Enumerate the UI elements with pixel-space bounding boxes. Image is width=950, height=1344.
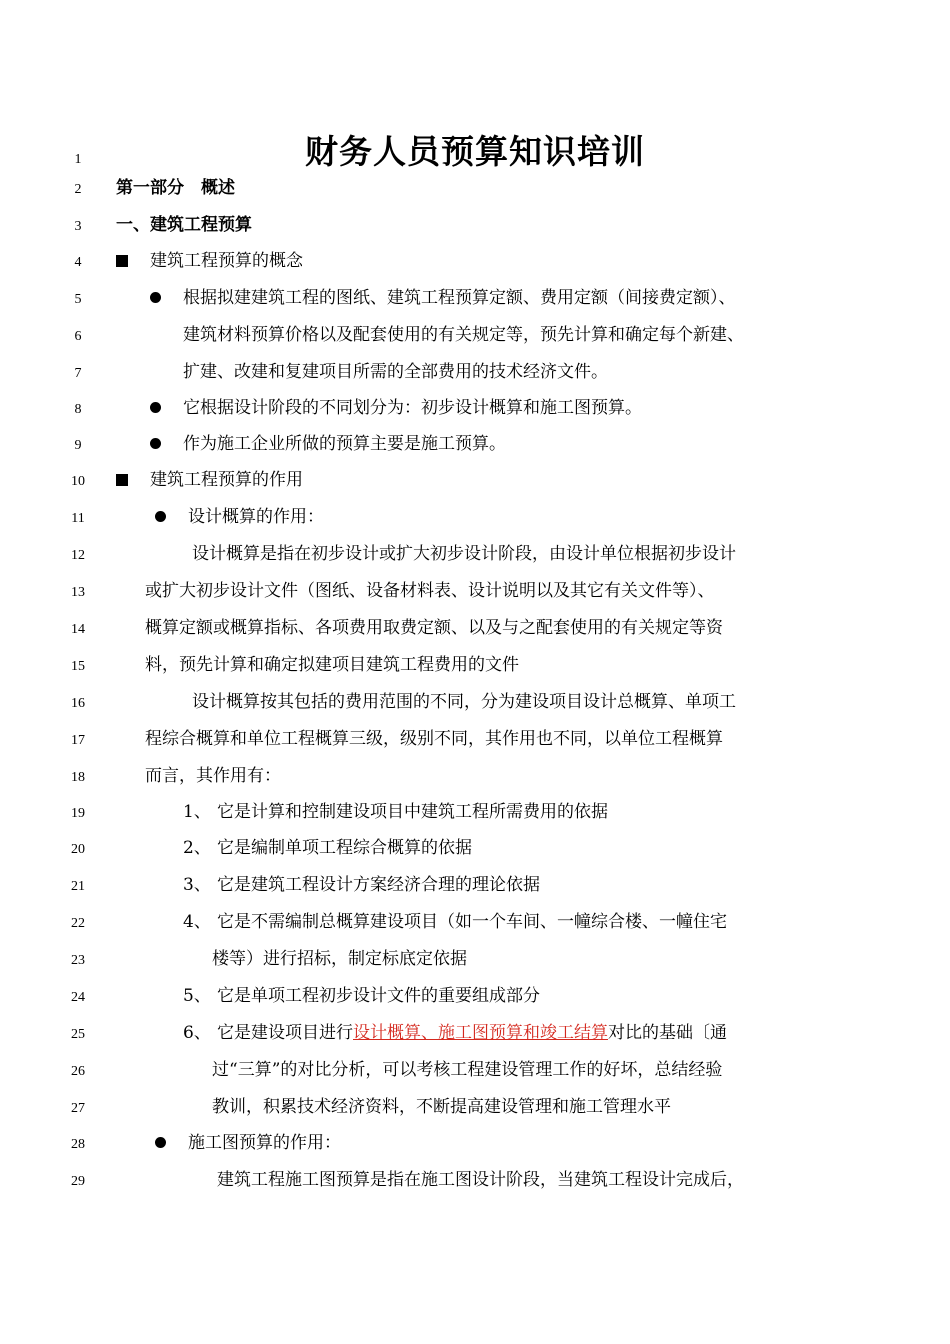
paragraph-line: 作为施工企业所做的预算主要是施工预算。 (183, 434, 506, 454)
square-bullet-icon (116, 474, 128, 486)
round-bullet-icon (155, 1137, 166, 1148)
list-number: 5、 (183, 986, 211, 1006)
round-bullet-icon (155, 511, 166, 522)
paragraph-line: 料，预先计算和确定拟建项目建筑工程费用的文件 (145, 655, 519, 675)
line-number: 10 (71, 474, 85, 489)
list-number: 6、 (183, 1023, 211, 1043)
round-bullet-icon (150, 402, 161, 413)
round-bullet-icon (150, 438, 161, 449)
paragraph-line: 设计概算按其包括的费用范围的不同，分为建设项目设计总概算、单项工 (192, 692, 736, 712)
line-number: 9 (74, 438, 82, 453)
line-number: 3 (74, 219, 82, 234)
list-number: 2、 (183, 838, 211, 858)
list-item: 它是单项工程初步设计文件的重要组成部分 (217, 986, 540, 1006)
line-number: 20 (71, 842, 85, 857)
line-number: 12 (71, 548, 85, 563)
list-item (217, 1022, 727, 1044)
line-number: 26 (71, 1064, 85, 1079)
line-number: 18 (71, 770, 85, 785)
hyperlink-three-budgets[interactable]: 设计概算、施工图预算和竣工结算 (353, 1023, 608, 1043)
list-item-continuation: 楼等）进行招标，制定标底定依据 (212, 949, 467, 969)
paragraph-line: 而言，其作用有： (145, 766, 281, 786)
line-number: 29 (71, 1174, 85, 1189)
line-number: 23 (71, 953, 85, 968)
line-number: 1 (74, 152, 82, 167)
line-number: 6 (74, 329, 82, 344)
list-item-text: 对比的基础〔通 (608, 1023, 727, 1043)
subsection-heading: 一、建筑工程预算 (116, 215, 252, 235)
line-number: 15 (71, 659, 85, 674)
line-number: 11 (71, 511, 85, 526)
paragraph-line: 或扩大初步设计文件（图纸、设备材料表、设计说明以及其它有关文件等）、 (145, 581, 715, 601)
list-item: 它是建筑工程设计方案经济合理的理论依据 (217, 875, 540, 895)
list-number: 3、 (183, 875, 211, 895)
line-number: 19 (71, 806, 85, 821)
list-item-continuation: 过“三算”的对比分析，可以考核工程建设管理工作的好坏，总结经验 (212, 1060, 723, 1080)
paragraph-line: 根据拟建建筑工程的图纸、建筑工程预算定额、费用定额（间接费定额）、 (183, 288, 736, 308)
list-number: 1、 (183, 802, 211, 822)
line-number: 2 (74, 182, 82, 197)
paragraph-line: 建筑工程施工图预算是指在施工图设计阶段，当建筑工程设计完成后， (217, 1170, 744, 1190)
list-number: 4、 (183, 912, 211, 932)
line-number: 8 (74, 402, 82, 417)
square-bullet-icon (116, 255, 128, 267)
line-number: 24 (71, 990, 85, 1005)
list-item-text: 它是建设项目进行 (217, 1023, 353, 1043)
list-item: 它是编制单项工程综合概算的依据 (217, 838, 472, 858)
line-number: 4 (74, 255, 82, 270)
line-number: 22 (71, 916, 85, 931)
section-heading: 第一部分 概述 (116, 178, 235, 198)
paragraph-line: 程综合概算和单位工程概算三级，级别不同，其作用也不同，以单位工程概算 (145, 729, 723, 749)
topic-heading: 建筑工程预算的作用 (150, 470, 303, 490)
line-number: 21 (71, 879, 85, 894)
item-heading: 施工图预算的作用： (188, 1133, 341, 1153)
list-item-continuation: 教训，积累技术经济资料，不断提高建设管理和施工管理水平 (212, 1097, 671, 1117)
paragraph-line: 它根据设计阶段的不同划分为：初步设计概算和施工图预算。 (183, 398, 642, 418)
item-heading: 设计概算的作用： (188, 507, 324, 527)
list-item: 它是计算和控制建设项目中建筑工程所需费用的依据 (217, 802, 608, 822)
line-number: 28 (71, 1137, 85, 1152)
document-title: 财务人员预算知识培训 (305, 132, 645, 171)
paragraph-line: 建筑材料预算价格以及配套使用的有关规定等，预先计算和确定每个新建、 (183, 325, 744, 345)
line-number: 13 (71, 585, 85, 600)
line-number: 25 (71, 1027, 85, 1042)
topic-heading: 建筑工程预算的概念 (150, 251, 303, 271)
line-number: 14 (71, 622, 85, 637)
round-bullet-icon (150, 292, 161, 303)
paragraph-line: 设计概算是指在初步设计或扩大初步设计阶段，由设计单位根据初步设计 (192, 544, 736, 564)
line-number: 16 (71, 696, 85, 711)
line-number: 5 (74, 292, 82, 307)
line-number: 27 (71, 1101, 85, 1116)
list-item: 它是不需编制总概算建设项目（如一个车间、一幢综合楼、一幢住宅 (217, 912, 727, 932)
paragraph-line: 扩建、改建和复建项目所需的全部费用的技术经济文件。 (183, 362, 608, 382)
line-number: 17 (71, 733, 85, 748)
line-number: 7 (74, 366, 82, 381)
paragraph-line: 概算定额或概算指标、各项费用取费定额、以及与之配套使用的有关规定等资 (145, 618, 723, 638)
